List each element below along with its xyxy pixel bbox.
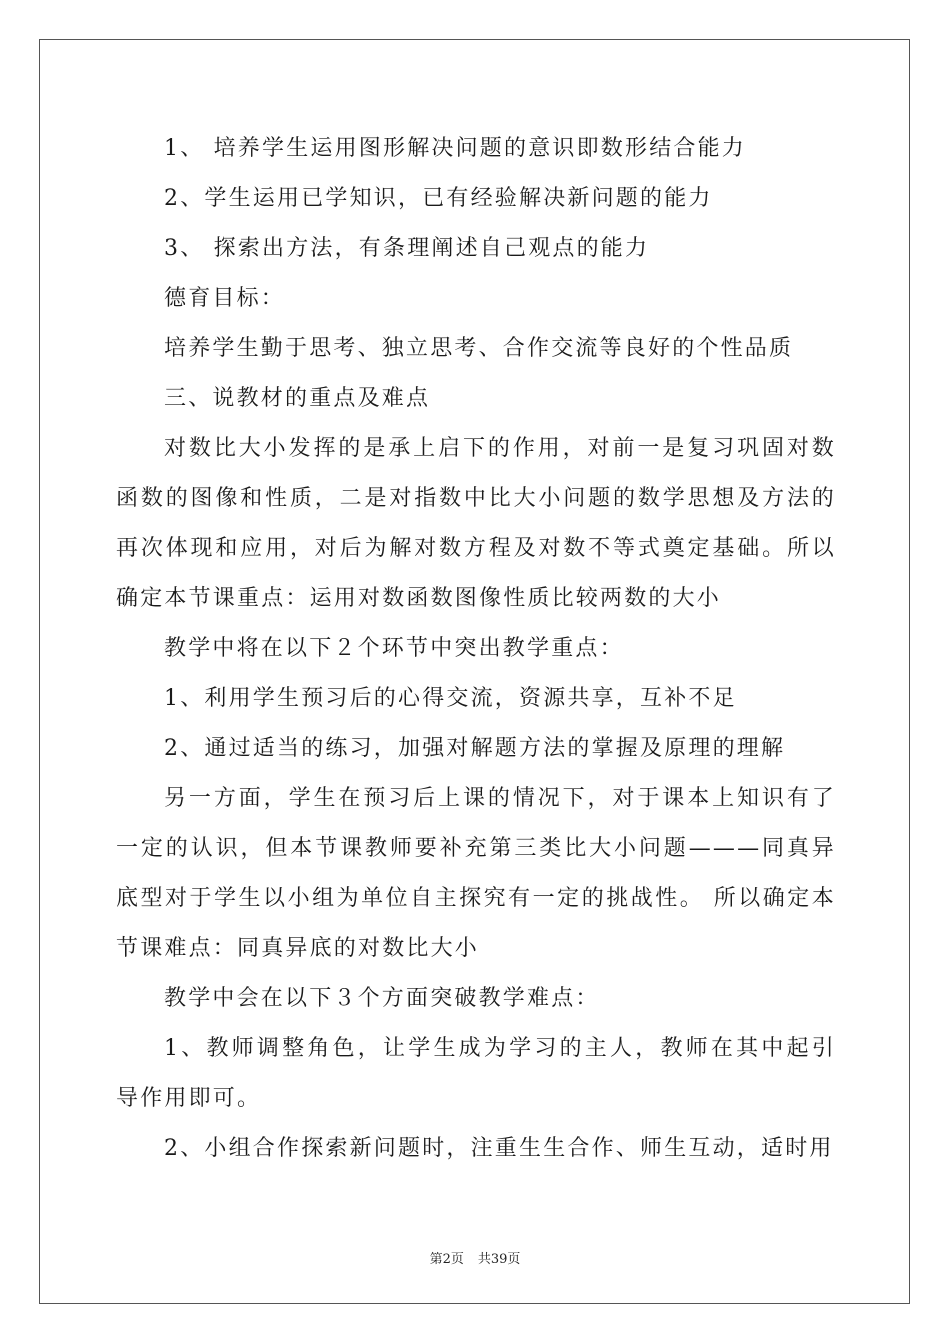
paragraph-difficulty-steps: 教学中会在以下３个方面突破教学难点：	[164, 986, 600, 1011]
paragraph-difficulty-step-1: 1、教师调整角色，让学生成为学习的主人，教师在其中起引 导作用即可。	[116, 1036, 836, 1111]
paragraph-ability-1: 1、 培养学生运用图形解决问题的意识即数形结合能力	[164, 136, 746, 161]
heading-moral-goals: 德育目标：	[164, 286, 286, 311]
document-body	[116, 124, 836, 1174]
paragraph-ability-3: 3、 探索出方法，有条理阐述自己观点的能力	[164, 236, 650, 261]
page-number: 第2页	[429, 1252, 464, 1267]
paragraph-difficulty-intro: 另一方面，学生在预习后上课的情况下，对于课本上知识有了一定的认识，但本节课教师要补充第三类比大小问题———同真异底型对于学生以小组为单位自主探究有一定的挑战性。 所以确定本节课难点：同真异底的对数比大小	[116, 786, 836, 961]
paragraph-key-point-intro: 对数比大小发挥的是承上启下的作用，对前一是复习巩固对数函数的图像和性质，二是对指数中比大小问题的数学思想及方法的再次体现和应用，对后为解对数方程及对数不等式奠定基础。所以确定本节课重点：运用对数函数图像性质比较两数的大小	[116, 436, 836, 611]
page-total: 共39页	[477, 1252, 521, 1267]
paragraph-key-point-steps: 教学中将在以下２个环节中突出教学重点：	[164, 636, 624, 661]
paragraph-difficulty-step-2: 2、小组合作探索新问题时，注重生生合作、师生互动，适时用	[164, 1136, 834, 1161]
paragraph-key-step-1: 1、利用学生预习后的心得交流，资源共享，互补不足	[164, 686, 737, 711]
paragraph-key-step-2: 2、通过适当的练习，加强对解题方法的掌握及原理的理解	[164, 736, 786, 761]
page-footer	[0, 1248, 950, 1267]
heading-key-points: 三、说教材的重点及难点	[164, 386, 431, 411]
paragraph-moral-goals: 培养学生勤于思考、独立思考、合作交流等良好的个性品质	[164, 336, 794, 361]
paragraph-ability-2: 2、学生运用已学知识，已有经验解决新问题的能力	[164, 186, 713, 211]
